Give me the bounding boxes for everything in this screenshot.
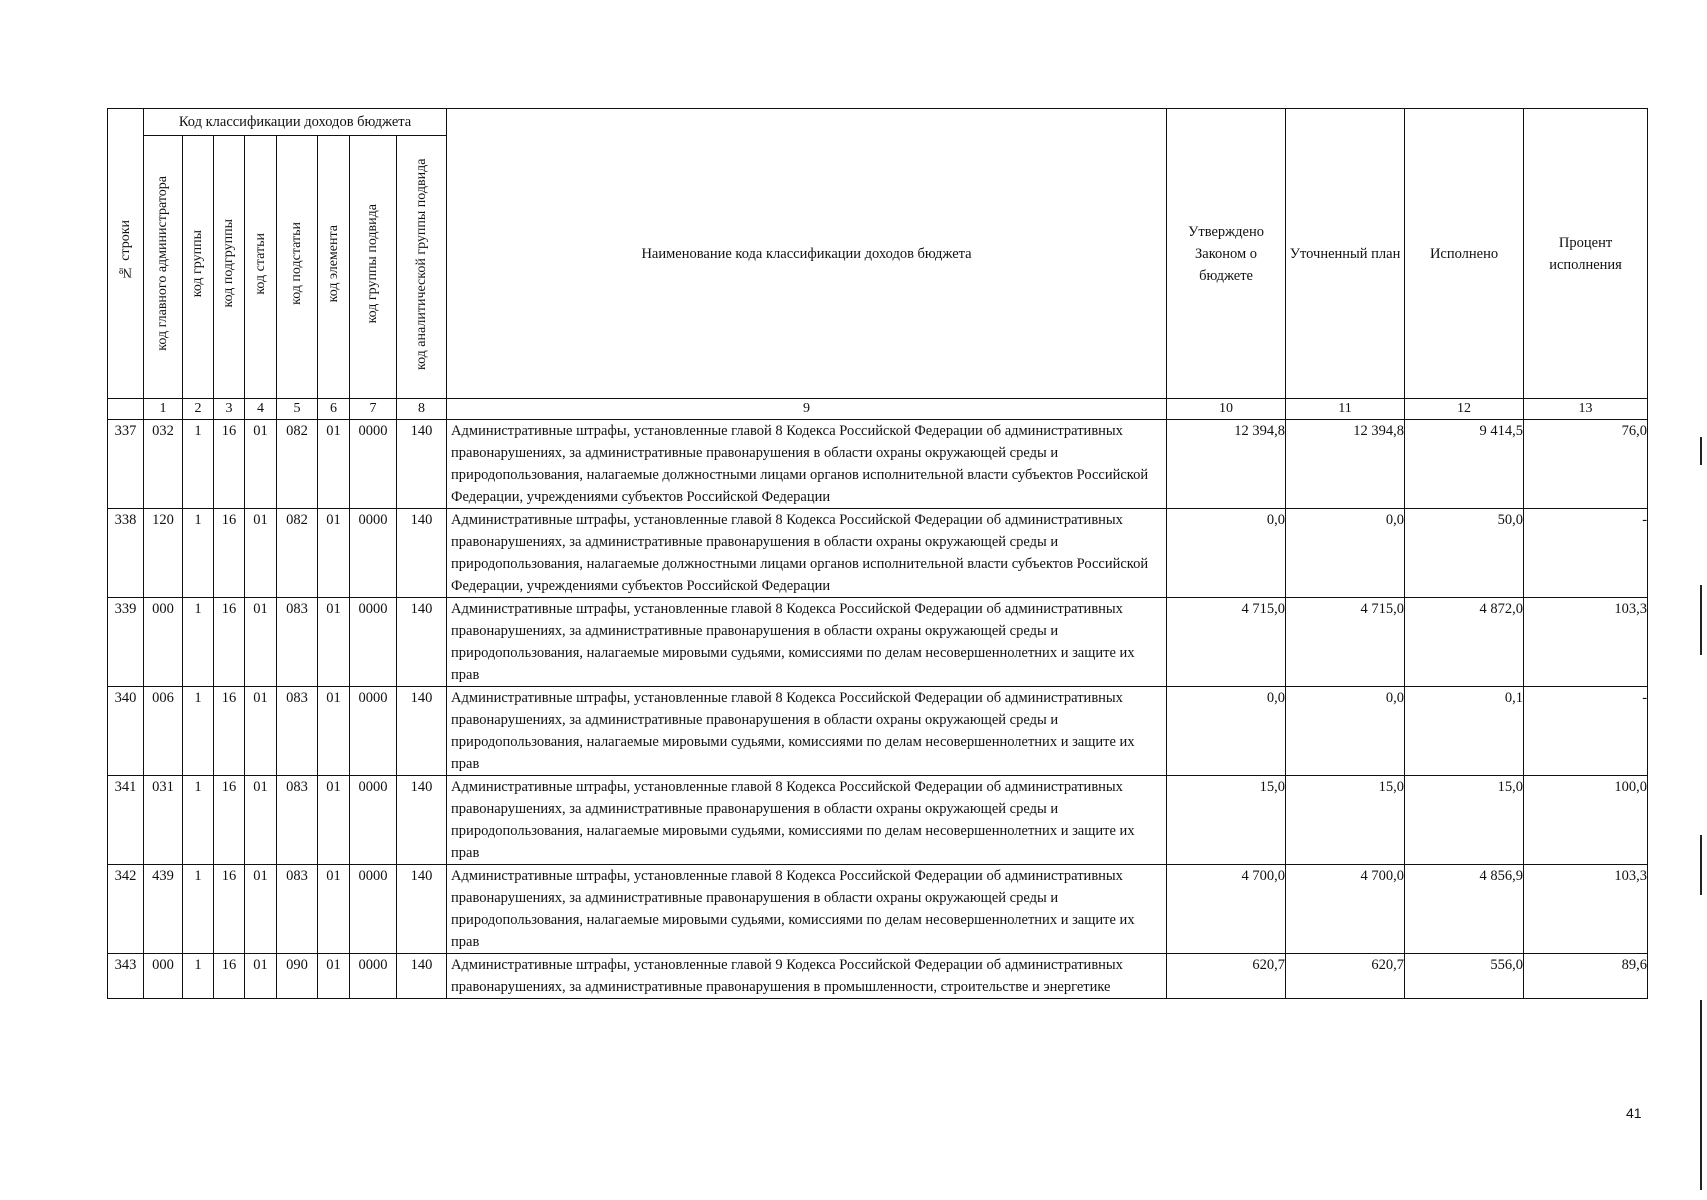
subtype-code-cell: 0000 xyxy=(350,509,397,598)
subtype-code-cell: 0000 xyxy=(350,954,397,999)
table-row xyxy=(108,954,1648,999)
substatia-code-cell: 083 xyxy=(277,687,318,776)
subgroup-code-cell: 16 xyxy=(214,509,245,598)
scan-edge-mark xyxy=(1700,437,1702,465)
subgroup-code-cell: 16 xyxy=(214,420,245,509)
table-row xyxy=(108,509,1648,598)
header-name: Наименование кода классификации доходов бюджета xyxy=(447,109,1167,399)
table-row xyxy=(108,687,1648,776)
header-row-number-label: № строки xyxy=(117,220,133,280)
revised-cell: 0,0 xyxy=(1286,687,1405,776)
executed-cell: 9 414,5 xyxy=(1405,420,1524,509)
table-row xyxy=(108,865,1648,954)
page-number: 41 xyxy=(1626,1105,1642,1121)
subtype-code-cell: 0000 xyxy=(350,598,397,687)
column-number: 12 xyxy=(1405,399,1524,420)
header-percent: Процент исполнения xyxy=(1524,109,1648,399)
name-cell: Административные штрафы, установленные главой 8 Кодекса Российской Федерации об административных правонарушениях, за административные правонарушения в области охраны окружающей среды и природопользования, налагаемые мировыми судьями, комиссиями по делам несовершеннолетних и защите их прав xyxy=(447,776,1167,865)
subtype-code-cell: 0000 xyxy=(350,776,397,865)
column-number: 11 xyxy=(1286,399,1405,420)
column-number: 10 xyxy=(1167,399,1286,420)
header-subtype-code-label: код группы подвида xyxy=(365,203,380,324)
column-number: 9 xyxy=(447,399,1167,420)
admin-code-cell: 439 xyxy=(144,865,183,954)
group-code-cell: 1 xyxy=(183,420,214,509)
header-code-group: Код классификации доходов бюджета xyxy=(144,109,447,136)
subgroup-code-cell: 16 xyxy=(214,954,245,999)
column-number-row xyxy=(108,399,1648,420)
header-admin-code-label: код главного администратора xyxy=(155,176,170,351)
executed-cell: 4 872,0 xyxy=(1405,598,1524,687)
header-subgroup-code-label: код подгруппы xyxy=(221,219,236,308)
row-number-cell: 341 xyxy=(108,776,144,865)
header-admin-code xyxy=(144,136,183,399)
article-code-cell: 01 xyxy=(245,687,277,776)
revised-cell: 4 715,0 xyxy=(1286,598,1405,687)
column-number: 2 xyxy=(183,399,214,420)
group-code-cell: 1 xyxy=(183,509,214,598)
row-number-cell: 339 xyxy=(108,598,144,687)
group-code-cell: 1 xyxy=(183,687,214,776)
header-revised: Уточненный план xyxy=(1286,109,1405,399)
analytic-code-cell: 140 xyxy=(397,420,447,509)
approved-cell: 4 700,0 xyxy=(1167,865,1286,954)
executed-cell: 0,1 xyxy=(1405,687,1524,776)
header-article-code xyxy=(245,136,277,399)
header-group-code xyxy=(183,136,214,399)
substatia-code-cell: 083 xyxy=(277,598,318,687)
header-executed: Исполнено xyxy=(1405,109,1524,399)
admin-code-cell: 006 xyxy=(144,687,183,776)
table-body xyxy=(108,420,1648,999)
name-cell: Административные штрафы, установленные главой 8 Кодекса Российской Федерации об административных правонарушениях, за административные правонарушения в области охраны окружающей среды и природопользования, налагаемые должностными лицами органов исполнительной власти субъектов Российской Федерации, учреждениями субъектов Российской Федерации xyxy=(447,420,1167,509)
row-number-cell: 338 xyxy=(108,509,144,598)
revised-cell: 620,7 xyxy=(1286,954,1405,999)
percent-cell: 89,6 xyxy=(1524,954,1648,999)
approved-cell: 0,0 xyxy=(1167,509,1286,598)
subgroup-code-cell: 16 xyxy=(214,598,245,687)
subgroup-code-cell: 16 xyxy=(214,865,245,954)
percent-cell: 100,0 xyxy=(1524,776,1648,865)
percent-cell: 76,0 xyxy=(1524,420,1648,509)
analytic-code-cell: 140 xyxy=(397,598,447,687)
header-substatia-code-label: код подстатьи xyxy=(289,222,304,305)
approved-cell: 4 715,0 xyxy=(1167,598,1286,687)
column-number xyxy=(108,399,144,420)
column-number: 5 xyxy=(277,399,318,420)
substatia-code-cell: 082 xyxy=(277,420,318,509)
executed-cell: 556,0 xyxy=(1405,954,1524,999)
approved-cell: 15,0 xyxy=(1167,776,1286,865)
percent-cell: 103,3 xyxy=(1524,865,1648,954)
substatia-code-cell: 082 xyxy=(277,509,318,598)
header-approved: Утверждено Законом о бюджете xyxy=(1167,109,1286,399)
header-article-code-label: код статьи xyxy=(252,232,268,295)
group-code-cell: 1 xyxy=(183,865,214,954)
element-code-cell: 01 xyxy=(318,687,350,776)
analytic-code-cell: 140 xyxy=(397,776,447,865)
group-code-cell: 1 xyxy=(183,598,214,687)
column-number: 4 xyxy=(245,399,277,420)
header-subgroup-code xyxy=(214,136,245,399)
name-cell: Административные штрафы, установленные главой 8 Кодекса Российской Федерации об административных правонарушениях, за административные правонарушения в области охраны окружающей среды и природопользования, налагаемые мировыми судьями, комиссиями по делам несовершеннолетних и защите их прав xyxy=(447,687,1167,776)
percent-cell: - xyxy=(1524,687,1648,776)
element-code-cell: 01 xyxy=(318,420,350,509)
executed-cell: 50,0 xyxy=(1405,509,1524,598)
element-code-cell: 01 xyxy=(318,776,350,865)
substatia-code-cell: 083 xyxy=(277,865,318,954)
row-number-cell: 337 xyxy=(108,420,144,509)
subtype-code-cell: 0000 xyxy=(350,687,397,776)
group-code-cell: 1 xyxy=(183,776,214,865)
row-number-cell: 343 xyxy=(108,954,144,999)
group-code-cell: 1 xyxy=(183,954,214,999)
column-number: 8 xyxy=(397,399,447,420)
element-code-cell: 01 xyxy=(318,509,350,598)
scan-edge-mark xyxy=(1700,585,1702,655)
header-element-code-label: код элемента xyxy=(325,224,341,303)
header-group-code-label: код группы xyxy=(190,229,205,298)
admin-code-cell: 120 xyxy=(144,509,183,598)
article-code-cell: 01 xyxy=(245,598,277,687)
header-subtype-code xyxy=(350,136,397,399)
admin-code-cell: 000 xyxy=(144,598,183,687)
table-row xyxy=(108,420,1648,509)
article-code-cell: 01 xyxy=(245,954,277,999)
name-cell: Административные штрафы, установленные главой 9 Кодекса Российской Федерации об административных правонарушениях, за административные правонарушения в промышленности, строительстве и энергетике xyxy=(447,954,1167,999)
admin-code-cell: 032 xyxy=(144,420,183,509)
scan-edge-mark xyxy=(1700,835,1702,895)
header-substatia-code xyxy=(277,136,318,399)
element-code-cell: 01 xyxy=(318,865,350,954)
analytic-code-cell: 140 xyxy=(397,954,447,999)
name-cell: Административные штрафы, установленные главой 8 Кодекса Российской Федерации об административных правонарушениях, за административные правонарушения в области охраны окружающей среды и природопользования, налагаемые мировыми судьями, комиссиями по делам несовершеннолетних и защите их прав xyxy=(447,865,1167,954)
header-element-code xyxy=(318,136,350,399)
article-code-cell: 01 xyxy=(245,865,277,954)
subgroup-code-cell: 16 xyxy=(214,687,245,776)
article-code-cell: 01 xyxy=(245,509,277,598)
substatia-code-cell: 083 xyxy=(277,776,318,865)
article-code-cell: 01 xyxy=(245,420,277,509)
subtype-code-cell: 0000 xyxy=(350,420,397,509)
article-code-cell: 01 xyxy=(245,776,277,865)
revised-cell: 15,0 xyxy=(1286,776,1405,865)
executed-cell: 15,0 xyxy=(1405,776,1524,865)
revenue-classification-table xyxy=(107,108,1648,999)
percent-cell: 103,3 xyxy=(1524,598,1648,687)
row-number-cell: 342 xyxy=(108,865,144,954)
header-row-number xyxy=(108,109,144,399)
approved-cell: 620,7 xyxy=(1167,954,1286,999)
header-analytic-code-label: код аналитической группы подвида xyxy=(413,157,429,370)
revised-cell: 0,0 xyxy=(1286,509,1405,598)
name-cell: Административные штрафы, установленные главой 8 Кодекса Российской Федерации об административных правонарушениях, за административные правонарушения в области охраны окружающей среды и природопользования, налагаемые должностными лицами органов исполнительной власти субъектов Российской Федерации, учреждениями субъектов Российской Федерации xyxy=(447,509,1167,598)
revised-cell: 12 394,8 xyxy=(1286,420,1405,509)
row-number-cell: 340 xyxy=(108,687,144,776)
scan-edge-mark xyxy=(1700,1000,1702,1190)
column-number: 3 xyxy=(214,399,245,420)
admin-code-cell: 000 xyxy=(144,954,183,999)
subtype-code-cell: 0000 xyxy=(350,865,397,954)
table-row xyxy=(108,776,1648,865)
column-number: 1 xyxy=(144,399,183,420)
percent-cell: - xyxy=(1524,509,1648,598)
approved-cell: 0,0 xyxy=(1167,687,1286,776)
executed-cell: 4 856,9 xyxy=(1405,865,1524,954)
analytic-code-cell: 140 xyxy=(397,687,447,776)
column-number: 7 xyxy=(350,399,397,420)
column-number: 13 xyxy=(1524,399,1648,420)
revised-cell: 4 700,0 xyxy=(1286,865,1405,954)
element-code-cell: 01 xyxy=(318,954,350,999)
subgroup-code-cell: 16 xyxy=(214,776,245,865)
column-number: 6 xyxy=(318,399,350,420)
analytic-code-cell: 140 xyxy=(397,865,447,954)
approved-cell: 12 394,8 xyxy=(1167,420,1286,509)
table-row xyxy=(108,598,1648,687)
name-cell: Административные штрафы, установленные главой 8 Кодекса Российской Федерации об административных правонарушениях, за административные правонарушения в области охраны окружающей среды и природопользования, налагаемые мировыми судьями, комиссиями по делам несовершеннолетних и защите их прав xyxy=(447,598,1167,687)
admin-code-cell: 031 xyxy=(144,776,183,865)
header-analytic-code xyxy=(397,136,447,399)
analytic-code-cell: 140 xyxy=(397,509,447,598)
substatia-code-cell: 090 xyxy=(277,954,318,999)
element-code-cell: 01 xyxy=(318,598,350,687)
